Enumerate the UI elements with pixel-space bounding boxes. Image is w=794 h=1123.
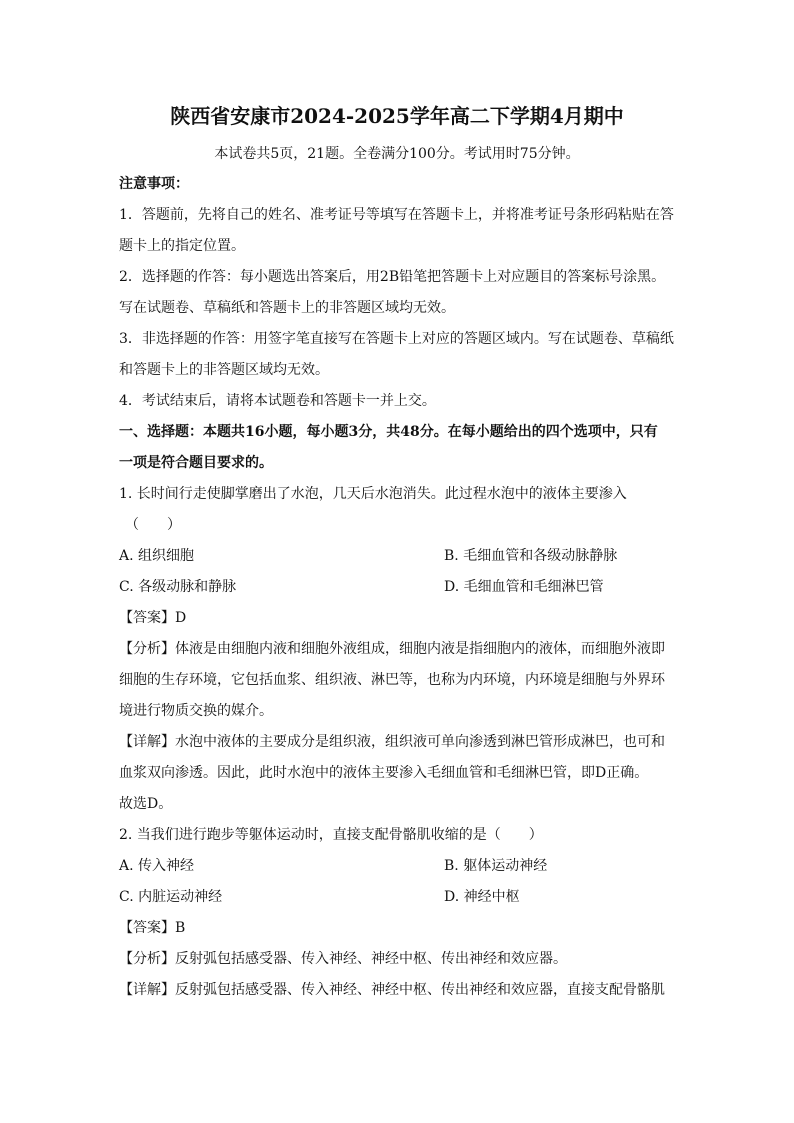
notice-line: 和答题卡上的非答题区域均无效。	[119, 362, 329, 378]
question-2-stem: 2. 当我们进行跑步等躯体运动时，直接支配骨骼肌收缩的是（ ）	[119, 827, 543, 843]
option-a: A. 传入神经	[119, 858, 195, 874]
notice-line: 1．答题前，先将自己的姓名、准考证号等填写在答题卡上，并将准考证号条形码粘贴在答	[119, 207, 674, 223]
question-1-detail: 血浆双向渗透。因此，此时水泡中的液体主要渗入毛细血管和毛细淋巴管，即D正确。	[119, 765, 649, 781]
question-1-bracket: （ ）	[125, 517, 181, 533]
notice-line: 题卡上的指定位置。	[119, 238, 245, 254]
question-1-analysis: 【分析】体液是由细胞内液和细胞外液组成，细胞内液是指细胞内的液体，而细胞外液即	[119, 641, 665, 657]
question-1-options-row-1	[119, 541, 679, 572]
exam-info: 本试卷共5页，21题。全卷满分100分。考试用时75分钟。	[214, 146, 580, 162]
notice-heading: 注意事项：	[119, 176, 189, 192]
question-2-detail: 【详解】反射弧包括感受器、传入神经、神经中枢、传出神经和效应器，直接支配骨骼肌	[119, 982, 665, 998]
notice-line: 2．选择题的作答：每小题选出答案后，用2B铅笔把答题卡上对应题目的答案标号涂黑。	[119, 269, 666, 285]
document-body	[119, 169, 679, 1006]
notice-line: 4．考试结束后，请将本试题卷和答题卡一并上交。	[119, 393, 436, 409]
notice-line: 写在试题卷、草稿纸和答题卡上的非答题区域均无效。	[119, 300, 455, 316]
option-d: D. 毛细血管和毛细淋巴管	[444, 579, 604, 595]
question-2-options-row-1	[119, 851, 679, 882]
question-1-analysis: 境进行物质交换的媒介。	[119, 703, 273, 719]
question-2-options-row-2	[119, 882, 679, 913]
question-2-analysis: 【分析】反射弧包括感受器、传入神经、神经中枢、传出神经和效应器。	[119, 951, 567, 967]
option-c: C. 各级动脉和静脉	[119, 579, 237, 595]
option-b: B. 毛细血管和各级动脉静脉	[444, 548, 618, 564]
option-a: A. 组织细胞	[119, 548, 195, 564]
question-1-detail: 【详解】水泡中液体的主要成分是组织液，组织液可单向渗透到淋巴管形成淋巴，也可和	[119, 734, 665, 750]
question-1-options-row-2	[119, 572, 679, 603]
question-1-stem: 1. 长时间行走使脚掌磨出了水泡，几天后水泡消失。此过程水泡中的液体主要渗入	[119, 486, 627, 502]
question-1-answer: 【答案】D	[119, 610, 187, 626]
section-heading: 一、选择题：本题共16小题，每小题3分，共48分。在每小题给出的四个选项中，只有	[119, 424, 658, 440]
question-1-conclusion: 故选D。	[119, 796, 173, 812]
page-title: 陕西省安康市2024-2025学年高二下学期4月期中	[170, 104, 624, 128]
question-1-analysis: 细胞的生存环境，它包括血浆、组织液、淋巴等，也称为内环境，内环境是细胞与外界环	[119, 672, 665, 688]
notice-line: 3．非选择题的作答：用签字笔直接写在答题卡上对应的答题区域内。写在试题卷、草稿纸	[119, 331, 674, 347]
option-d: D. 神经中枢	[444, 889, 520, 905]
question-2-answer: 【答案】B	[119, 920, 186, 936]
option-c: C. 内脏运动神经	[119, 889, 223, 905]
option-b: B. 躯体运动神经	[444, 858, 548, 874]
section-heading-cont: 一项是符合题目要求的。	[119, 455, 273, 471]
